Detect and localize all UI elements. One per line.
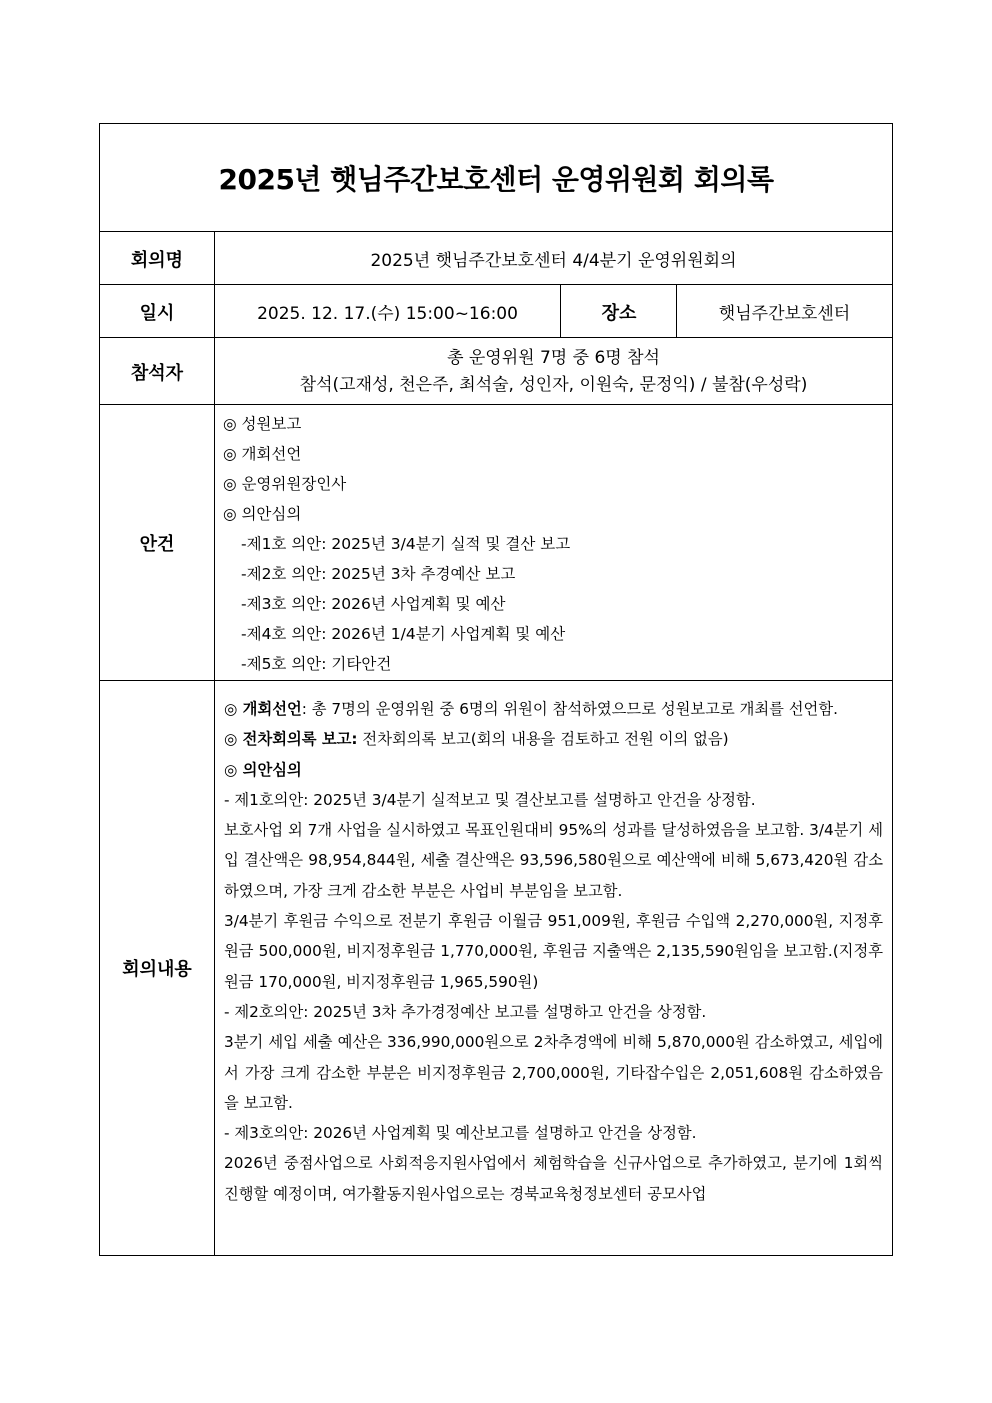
review-head: ◎ 의안심의 [224, 760, 302, 779]
minutes-document [99, 123, 893, 1256]
place-value: 햇님주간보호센터 [676, 285, 892, 338]
item1-heading: - 제1호의안: 2025년 3/4분기 실적보고 및 결산보고를 설명하고 안건을 상정함. [224, 790, 756, 809]
attendees-label: 참석자 [100, 338, 215, 405]
agenda-sub-item: -제1호 의안: 2025년 3/4분기 실적 및 결산 보고 [241, 535, 571, 553]
attendees-value [215, 338, 892, 405]
item3-heading: - 제3호의안: 2026년 사업계획 및 예산보고를 설명하고 안건을 상정함. [224, 1124, 697, 1143]
previous-minutes-paragraph [224, 724, 883, 754]
content-label: 회의내용 [100, 681, 215, 1255]
item3-plan: 2026년 중점사업으로 사회적응지원사업에서 체험학습을 신규사업으로 추가하였고, 분기에 1회씩 진행할 예정이며, 여가활동지원사업으로는 경북교육청정보센터 공모사업 [224, 1154, 883, 1203]
agenda-sub-item: -제4호 의안: 2026년 1/4분기 사업계획 및 예산 [241, 625, 566, 643]
agenda-item: ◎ 운영위원장인사 [223, 475, 347, 493]
attendees-summary: 총 운영위원 7명 중 6명 참석 [447, 347, 660, 368]
item1-performance: 보호사업 외 7개 사업을 실시하였고 목표인원대비 95%의 성과를 달성하였음을 보고함. 3/4분기 세입 결산액은 98,954,844원, 세출 결산액은 93,596,580원으로 예산액에 비해 5,673,420원 감소하였으며, 가장 크게 감소한 부분은 사업비 부분임을 보고함. [224, 821, 883, 900]
agenda-item: ◎ 의안심의 [223, 505, 302, 523]
opening-head: ◎ 개회선언 [224, 700, 302, 718]
agenda-sub-item: -제5호 의안: 기타안건 [241, 655, 392, 673]
agenda-item: ◎ 개회선언 [223, 445, 302, 463]
item2-heading: - 제2호의안: 2025년 3차 추가경정예산 보고를 설명하고 안건을 상정함. [224, 1002, 707, 1021]
attendees-list: 참석(고재성, 천은주, 최석술, 성인자, 이원숙, 문정익) / 불참(우성락) [299, 374, 808, 395]
datetime-label: 일시 [100, 285, 215, 338]
opening-text: : 총 7명의 운영위원 중 6명의 위원이 참석하였으므로 성원보고로 개최를 선언함. [301, 700, 838, 718]
meeting-name-label: 회의명 [100, 232, 215, 285]
content-body [215, 681, 892, 1255]
agenda-row [100, 404, 892, 681]
agenda-label: 안건 [100, 405, 215, 681]
datetime-row [100, 284, 892, 338]
place-label: 장소 [560, 285, 677, 338]
previous-minutes-text: 전차회의록 보고(회의 내용을 검토하고 전원 이의 없음) [357, 730, 729, 749]
opening-paragraph [224, 694, 883, 724]
item2-budget: 3분기 세입 세출 예산은 336,990,000원으로 2차추경액에 비해 5,870,000원 감소하였고, 세입에서 가장 크게 감소한 부분은 비지정후원금 2,700,000원, 기타잡수입은 2,051,608원 감소하였음을 보고함. [224, 1033, 883, 1112]
content-row [100, 680, 892, 1255]
agenda-sub-item: -제2호 의안: 2025년 3차 추경예산 보고 [241, 565, 516, 583]
agenda-list [215, 405, 892, 681]
datetime-value: 2025. 12. 17.(수) 15:00~16:00 [257, 304, 518, 324]
item1-donations: 3/4분기 후원금 수익으로 전분기 후원금 이월금 951,009원, 후원금 수입액 2,270,000원, 지정후원금 500,000원, 비지정후원금 1,770,000원, 후원금 지출액은 2,135,590원임을 보고함.(지정후원금 170,000원, 비지정후원금 1,965,590원) [224, 912, 883, 991]
meeting-name-value: 2025년 햇님주간보호센터 4/4분기 운영위원회의 [370, 251, 737, 271]
document-title: 2025년 햇님주간보호센터 운영위원회 회의록 [218, 163, 774, 196]
attendees-row [100, 337, 892, 405]
agenda-sub-item: -제3호 의안: 2026년 사업계획 및 예산 [241, 595, 506, 613]
meeting-name-row [100, 231, 892, 285]
agenda-item: ◎ 성원보고 [223, 415, 302, 433]
previous-minutes-head: ◎ 전차회의록 보고: [224, 730, 358, 749]
